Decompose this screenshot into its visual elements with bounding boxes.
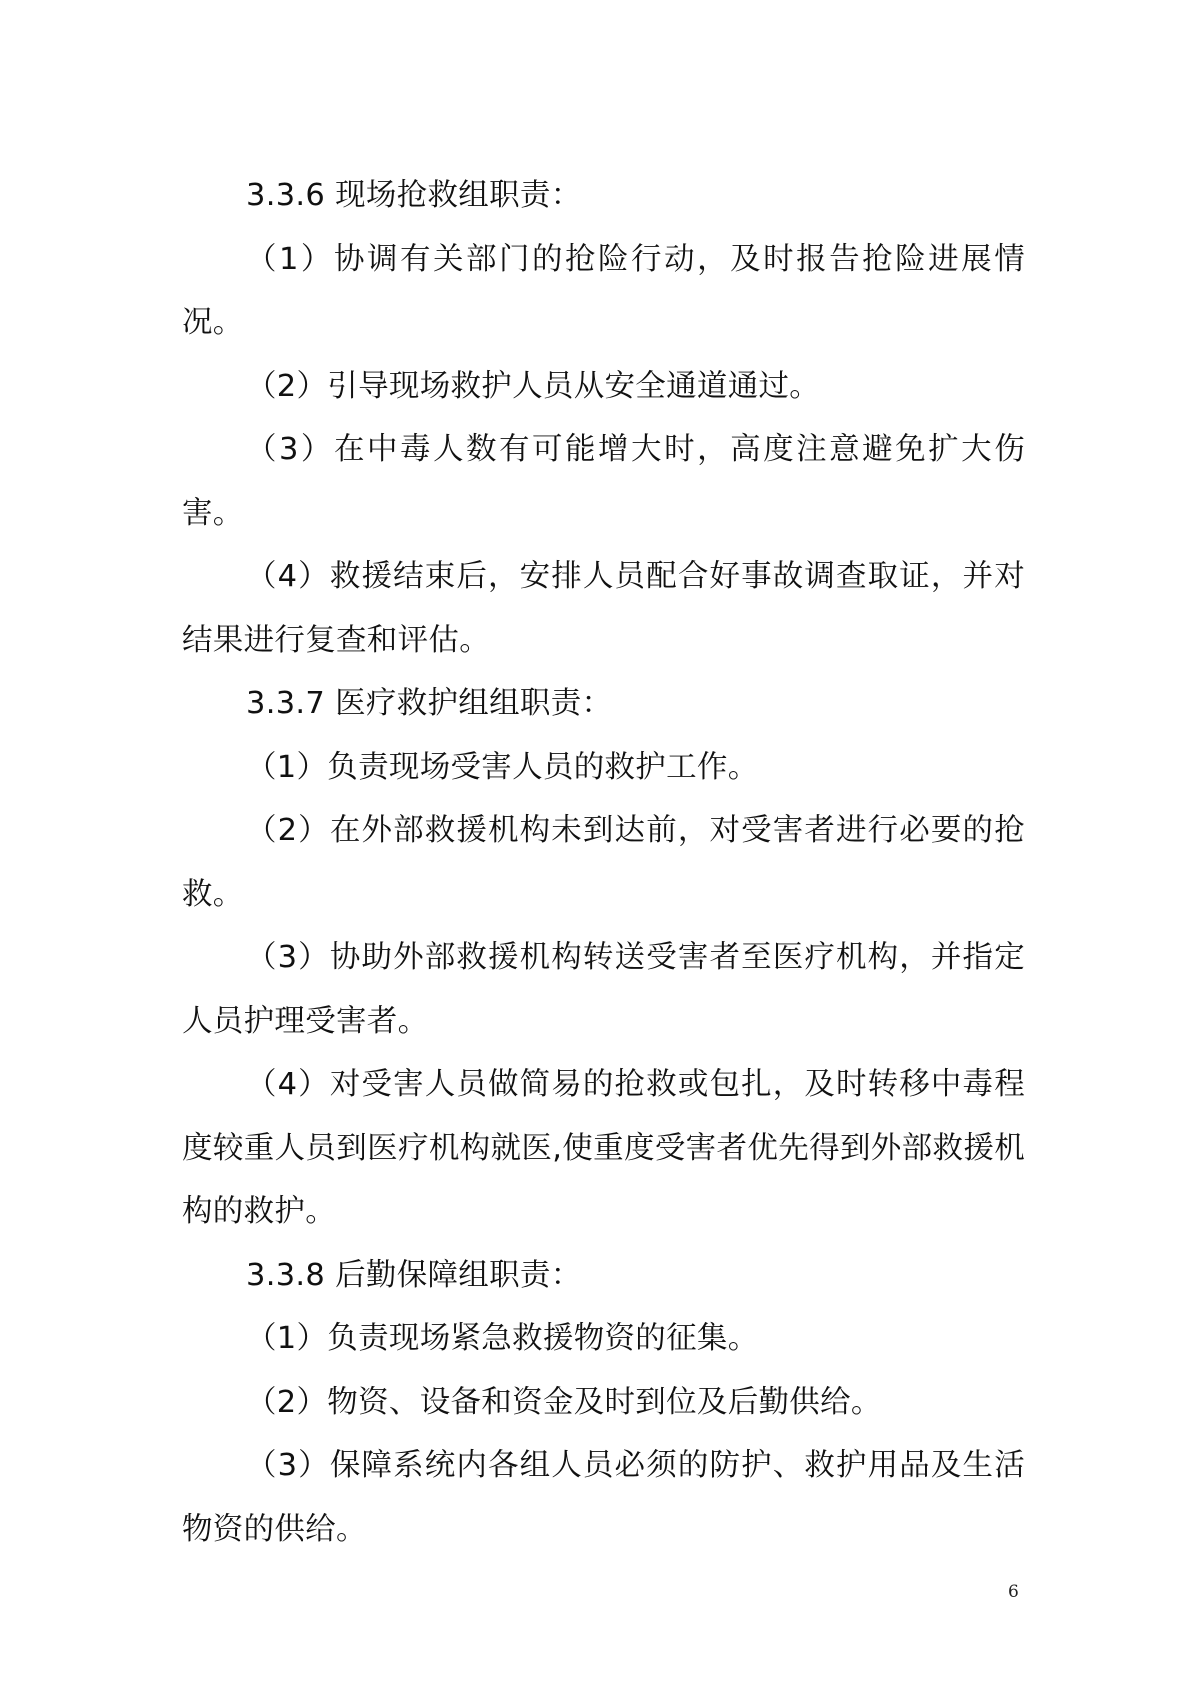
paragraph: （3）协助外部救援机构转送受害者至医疗机构，并指定人员护理受害者。 <box>182 940 1025 1039</box>
paragraph: （4）对受害人员做简易的抢救或包扎，及时转移中毒程度较重人员到医疗机构就医,使重度受害者优先得到外部救援机构的救护。 <box>182 1067 1025 1229</box>
paragraph: （1）协调有关部门的抢险行动，及时报告抢险进展情况。 <box>182 241 1025 340</box>
section-heading-3-3-7: 3.3.7 医疗救护组组职责： <box>246 686 613 721</box>
paragraph: （2）引导现场救护人员从安全通道通过。 <box>246 368 821 404</box>
paragraph: （3）在中毒人数有可能增大时，高度注意避免扩大伤害。 <box>182 432 1025 531</box>
section-heading-3-3-8: 3.3.8 后勤保障组职责： <box>246 1257 582 1293</box>
paragraph: （1）负责现场紧急救援物资的征集。 <box>246 1321 759 1356</box>
paragraph: （2）在外部救援机构未到达前，对受害者进行必要的抢救。 <box>182 813 1025 912</box>
paragraph: （1）负责现场受害人员的救护工作。 <box>246 749 759 785</box>
section-heading-3-3-6: 3.3.6 现场抢救组职责： <box>246 178 582 213</box>
paragraph: （4）救援结束后，安排人员配合好事故调查取证，并对结果进行复查和评估。 <box>182 559 1025 658</box>
paragraph: （3）保障系统内各组人员必须的防护、救护用品及生活物资的供给。 <box>182 1448 1025 1547</box>
page-number: 6 <box>1008 1582 1019 1602</box>
paragraph: （2）物资、设备和资金及时到位及后勤供给。 <box>246 1384 882 1420</box>
document-body <box>182 164 1025 1561</box>
